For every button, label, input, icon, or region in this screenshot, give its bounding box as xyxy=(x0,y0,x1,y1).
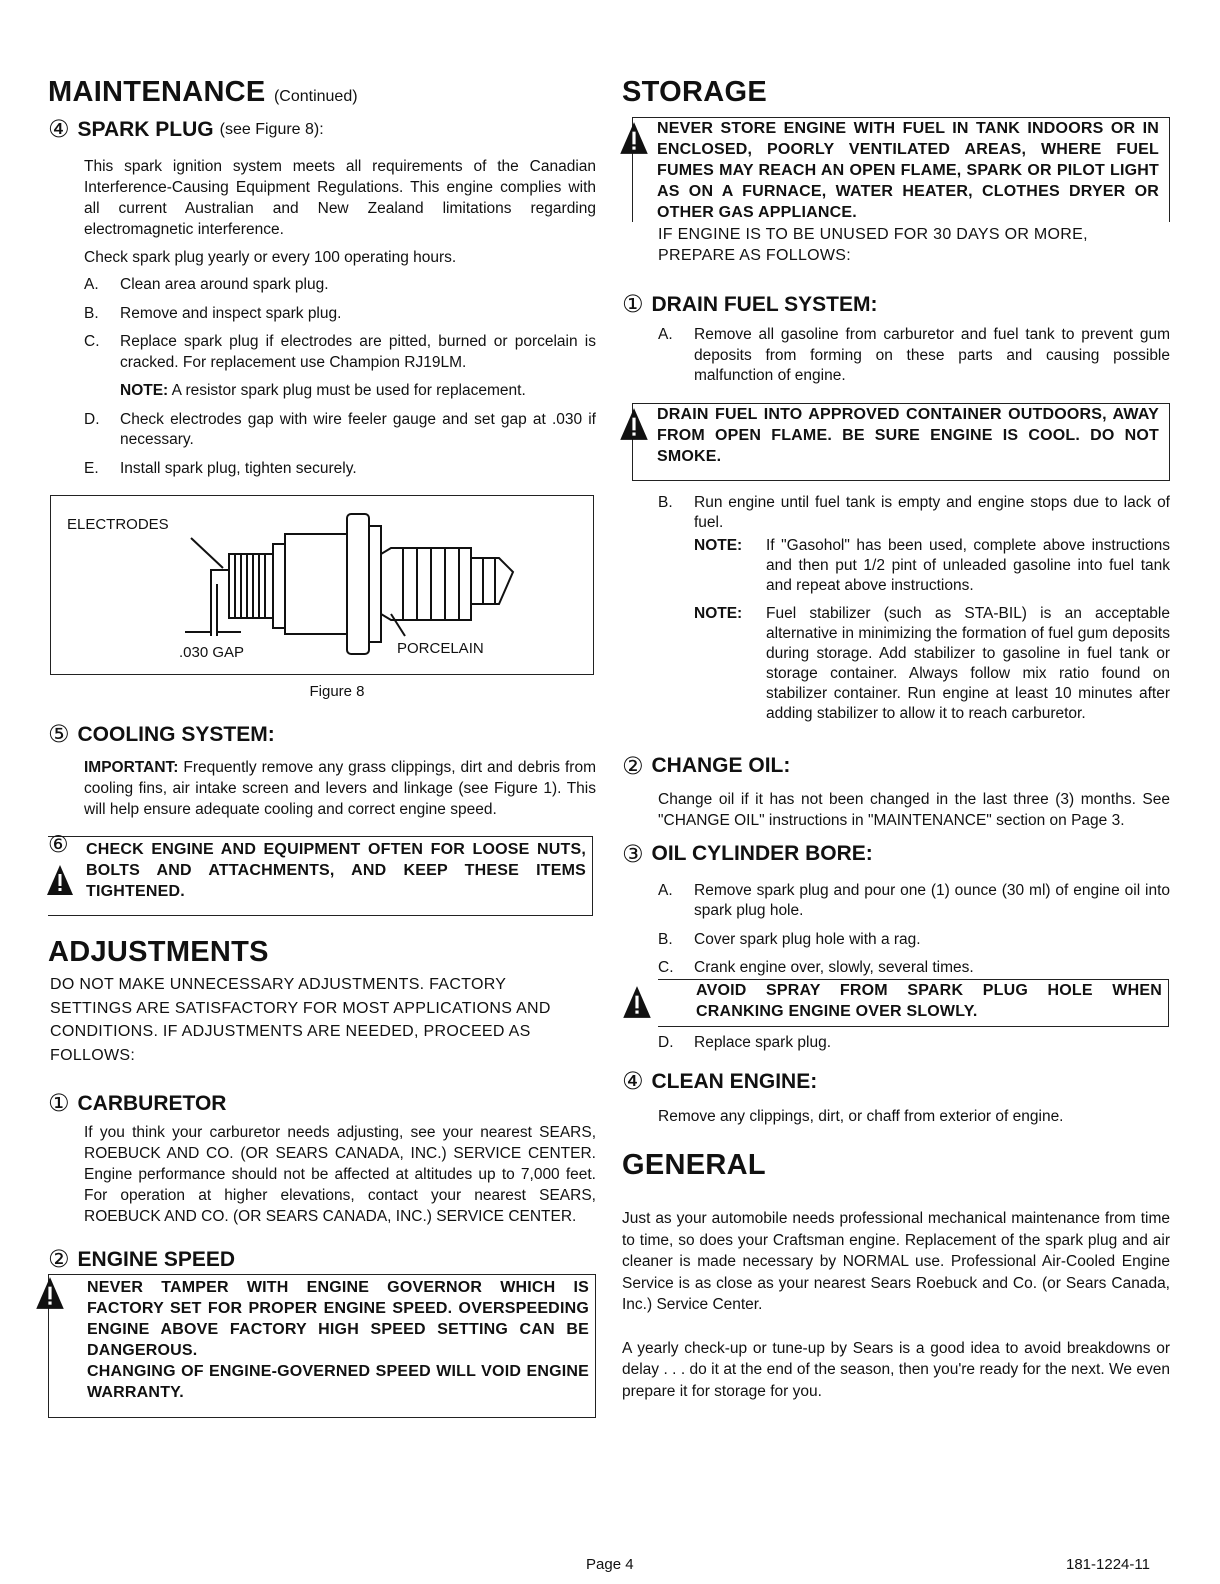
note-line xyxy=(48,381,596,402)
clean-engine-heading xyxy=(622,1067,1170,1096)
step-text: Clean area around spark plug. xyxy=(120,276,329,293)
note-label: NOTE: xyxy=(694,604,743,622)
carburetor-text: If you think your carburetor needs adjusting, see your nearest SEARS, ROEBUCK AND CO. (OR SEARS CANADA, INC.) SERVICE CENTER. Engine performance should not be affected at altitudes up to 7,000 feet. For operation at higher elevations, contact your nearest SEARS, ROEBUCK AND CO. (OR SEARS CANADA, INC.) SERVICE CENTER. xyxy=(84,1124,596,1225)
spark-plug-check: Check spark plug yearly or every 100 operating hours. xyxy=(84,249,457,266)
engine-speed-warning-1: NEVER TAMPER WITH ENGINE GOVERNOR WHICH IS FACTORY SET FOR PROPER ENGINE SPEED. OVERSPEEDING ENGINE ABOVE FACTORY HIGH SPEED SETTING CAN BE DANGEROUS. xyxy=(87,1279,589,1359)
adjustments-intro: DO NOT MAKE UNNECESSARY ADJUSTMENTS. FACTORY SETTINGS ARE SATISFACTORY FOR MOST APPLICATIONS AND CONDITIONS. IF ADJUSTMENTS ARE NEEDED, PROCEED AS FOLLOWS: xyxy=(50,976,551,1064)
general-paragraph-2: A yearly check-up or tune-up by Sears is a good idea to avoid breakdowns or delay . . . do it at the end of the season, then you're ready for the next. We even prepare it for storage for you. xyxy=(622,1339,1170,1400)
warning-triangle-icon xyxy=(619,406,649,442)
warning-triangle-icon xyxy=(622,984,652,1020)
important-label: IMPORTANT: xyxy=(84,759,179,776)
warning-triangle-icon xyxy=(35,1275,65,1311)
carburetor-number: ① xyxy=(48,1090,70,1117)
clean-engine-text: Remove any clippings, dirt, or chaff from exterior of engine. xyxy=(658,1108,1064,1125)
figure-caption: Figure 8 xyxy=(309,683,365,700)
check-warning-number: ⑥ xyxy=(48,831,69,857)
spark-plug-steps xyxy=(48,275,596,479)
step-letter: B. xyxy=(84,304,99,322)
cooling-number: ⑤ xyxy=(48,721,70,748)
cooling-title: COOLING SYSTEM: xyxy=(77,722,275,746)
note-text: Fuel stabilizer (such as STA-BIL) is an acceptable alternative in minimizing the formation of fuel gum deposits during storage. Add stabilizer to gasoline in fuel tank or storage container. Always follow mix ratio found on stabilizer container. Run engine at least 10 minutes after adding stabilizer to allow it to reach carburetor. xyxy=(766,604,1170,722)
oil-cylinder-title: OIL CYLINDER BORE: xyxy=(651,842,873,865)
note-gasohol xyxy=(694,536,1170,596)
list-item xyxy=(622,958,1170,979)
step-letter: B. xyxy=(658,930,673,948)
clean-engine-title: CLEAN ENGINE: xyxy=(651,1069,818,1093)
step-letter: A. xyxy=(84,276,99,293)
spark-plug-ref: (see Figure 8): xyxy=(219,120,324,138)
maintenance-title-suffix: (Continued) xyxy=(273,88,358,105)
oil-cylinder-steps xyxy=(622,881,1170,979)
drain-heading xyxy=(622,290,1170,319)
page-number: Page 4 xyxy=(586,1556,634,1573)
general-heading: GENERAL xyxy=(622,1149,766,1181)
storage-warning-text: NEVER STORE ENGINE WITH FUEL IN TANK INDOORS OR IN ENCLOSED, POORLY VENTILATED AREAS, WHERE FUEL FUMES MAY REACH AN OPEN FLAME, SPARK OR PILOT LIGHT AS ON A FURNACE, WATER HEATER, CLOTHES DRYER OR OTHER GAS APPLIANCE. xyxy=(657,120,1159,221)
change-oil-number: ② xyxy=(622,752,644,780)
step-text: Cover spark plug hole with a rag. xyxy=(694,930,921,948)
storage-warning xyxy=(632,117,1170,222)
left-column xyxy=(48,70,596,1418)
warning-triangle-icon xyxy=(619,120,649,156)
spark-plug-drawing xyxy=(51,496,593,674)
cooling-heading xyxy=(48,720,596,749)
electrodes-label: ELECTRODES xyxy=(67,516,169,533)
engine-speed-title: ENGINE SPEED xyxy=(77,1247,236,1271)
step-text: Replace spark plug. xyxy=(694,1033,831,1051)
step-text: Install spark plug, tighten securely. xyxy=(120,459,357,477)
step-b-text: Run engine until fuel tank is empty and engine stops due to lack of fuel. xyxy=(694,493,1170,531)
change-oil-heading xyxy=(622,752,1170,781)
drain-number: ① xyxy=(622,291,644,318)
document-code: 181-1224-11 xyxy=(1066,1556,1150,1573)
drain-title: DRAIN FUEL SYSTEM: xyxy=(651,292,878,316)
step-letter: B. xyxy=(658,493,673,511)
carburetor-heading xyxy=(48,1089,596,1118)
figure-8-box xyxy=(50,495,594,675)
note-stabilizer xyxy=(694,604,1170,724)
cooling-text xyxy=(48,757,596,820)
oil-cylinder-warning-text: AVOID SPRAY FROM SPARK PLUG HOLE WHEN CRANKING ENGINE OVER SLOWLY. xyxy=(696,981,1162,1020)
check-engine-warning xyxy=(48,831,593,916)
note-label: NOTE: xyxy=(694,536,743,554)
step-text: Crank engine over, slowly, several times. xyxy=(694,959,974,976)
storage-heading: STORAGE xyxy=(622,76,767,108)
list-item xyxy=(48,410,596,451)
engine-speed-warning-2: CHANGING OF ENGINE-GOVERNED SPEED WILL VOID ENGINE WARRANTY. xyxy=(87,1363,589,1401)
engine-speed-heading xyxy=(48,1245,596,1274)
list-item xyxy=(622,1033,1170,1054)
step-text: Replace spark plug if electrodes are pitted, burned or porcelain is cracked. For replacement use Champion RJ19LM. xyxy=(120,333,596,371)
list-item xyxy=(622,325,1170,387)
drain-warning-text: DRAIN FUEL INTO APPROVED CONTAINER OUTDOORS, AWAY FROM OPEN FLAME. BE SURE ENGINE IS COOL. DO NOT SMOKE. xyxy=(657,405,1159,465)
electrodes-leader xyxy=(191,538,223,568)
list-item xyxy=(48,275,596,296)
storage-intro: IF ENGINE IS TO BE UNUSED FOR 30 DAYS OR MORE, PREPARE AS FOLLOWS: xyxy=(658,226,1088,264)
change-oil-title: CHANGE OIL: xyxy=(651,754,791,777)
clean-engine-number: ④ xyxy=(622,1068,644,1095)
step-text: Check electrodes gap with wire feeler gauge and set gap at .030 if necessary. xyxy=(120,410,596,448)
step-letter: C. xyxy=(84,333,100,350)
right-column xyxy=(622,70,1170,1402)
step-text: Remove all gasoline from carburetor and fuel tank to prevent gum deposits from forming on these parts and causing possible malfunction of engine. xyxy=(694,326,1170,384)
engine-speed-warning xyxy=(48,1274,596,1418)
oil-cylinder-number: ③ xyxy=(622,840,644,868)
note-label: NOTE: xyxy=(120,382,169,399)
step-letter: C. xyxy=(658,959,674,976)
gap-label: .030 GAP xyxy=(179,644,245,661)
note-text: A resistor spark plug must be used for replacement. xyxy=(171,382,526,399)
step-letter: D. xyxy=(84,410,100,428)
carburetor-title: CARBURETOR xyxy=(77,1091,227,1115)
step-text: Remove and inspect spark plug. xyxy=(120,304,342,322)
step-letter: A. xyxy=(658,326,673,343)
oil-cylinder-heading xyxy=(622,840,1170,869)
step-letter: E. xyxy=(84,459,99,477)
porcelain-label: PORCELAIN xyxy=(397,640,484,657)
list-item xyxy=(622,881,1170,922)
spark-plug-heading xyxy=(48,115,596,144)
step-letter: D. xyxy=(658,1033,674,1051)
engine-speed-warning-text xyxy=(87,1277,589,1403)
engine-speed-number: ② xyxy=(48,1246,70,1273)
list-item xyxy=(622,493,1170,724)
list-item xyxy=(48,304,596,325)
spark-plug-title: SPARK PLUG xyxy=(77,117,214,141)
list-item xyxy=(48,459,596,480)
spark-plug-intro: This spark ignition system meets all requirements of the Canadian Interference-Causing Equipment Regulations. This engine complies with all current Australian and New Zealand limitations regarding electromagnetic interference. xyxy=(84,158,596,238)
step-text: Remove spark plug and pour one (1) ounce (30 ml) of engine oil into spark plug hole. xyxy=(694,881,1170,919)
warning-triangle-icon xyxy=(46,863,74,897)
change-oil-text: Change oil if it has not been changed in the last three (3) months. See "CHANGE OIL" instructions in "MAINTENANCE" section on Page 3. xyxy=(658,790,1170,829)
step-text xyxy=(694,493,1170,724)
drain-warning xyxy=(632,403,1170,481)
cooling-body: Frequently remove any grass clippings, dirt and debris from cooling fins, air intake screen and levers and linkage (see Figure 1). This will help ensure adequate cooling and correct engine speed. xyxy=(84,759,596,818)
oil-cylinder-warning xyxy=(658,979,1169,1027)
list-item xyxy=(48,332,596,373)
note-text: If "Gasohol" has been used, complete above instructions and then put 1/2 pint of unleaded gasoline into fuel tank and repeat above instructions. xyxy=(766,536,1170,594)
general-paragraph-1: Just as your automobile needs professional mechanical maintenance from time to time, so does your Craftsman engine. Replacement of the spark plug and air cleaner is made necessary by NORMAL use. Professional Air-Cooled Engine Service is as close as your nearest Sears Roebuck and Co. (or Sears Canada, Inc.) Service Center. xyxy=(622,1210,1170,1313)
check-warning-text: CHECK ENGINE AND EQUIPMENT OFTEN FOR LOOSE NUTS, BOLTS AND ATTACHMENTS, AND KEEP THESE ITEMS TIGHTENED. xyxy=(86,841,586,900)
list-item xyxy=(622,930,1170,951)
spark-plug-number: ④ xyxy=(48,116,70,143)
maintenance-title: MAINTENANCE xyxy=(48,76,266,108)
step-letter: A. xyxy=(658,881,673,899)
adjustments-heading: ADJUSTMENTS xyxy=(48,936,269,968)
maintenance-heading xyxy=(48,76,596,109)
